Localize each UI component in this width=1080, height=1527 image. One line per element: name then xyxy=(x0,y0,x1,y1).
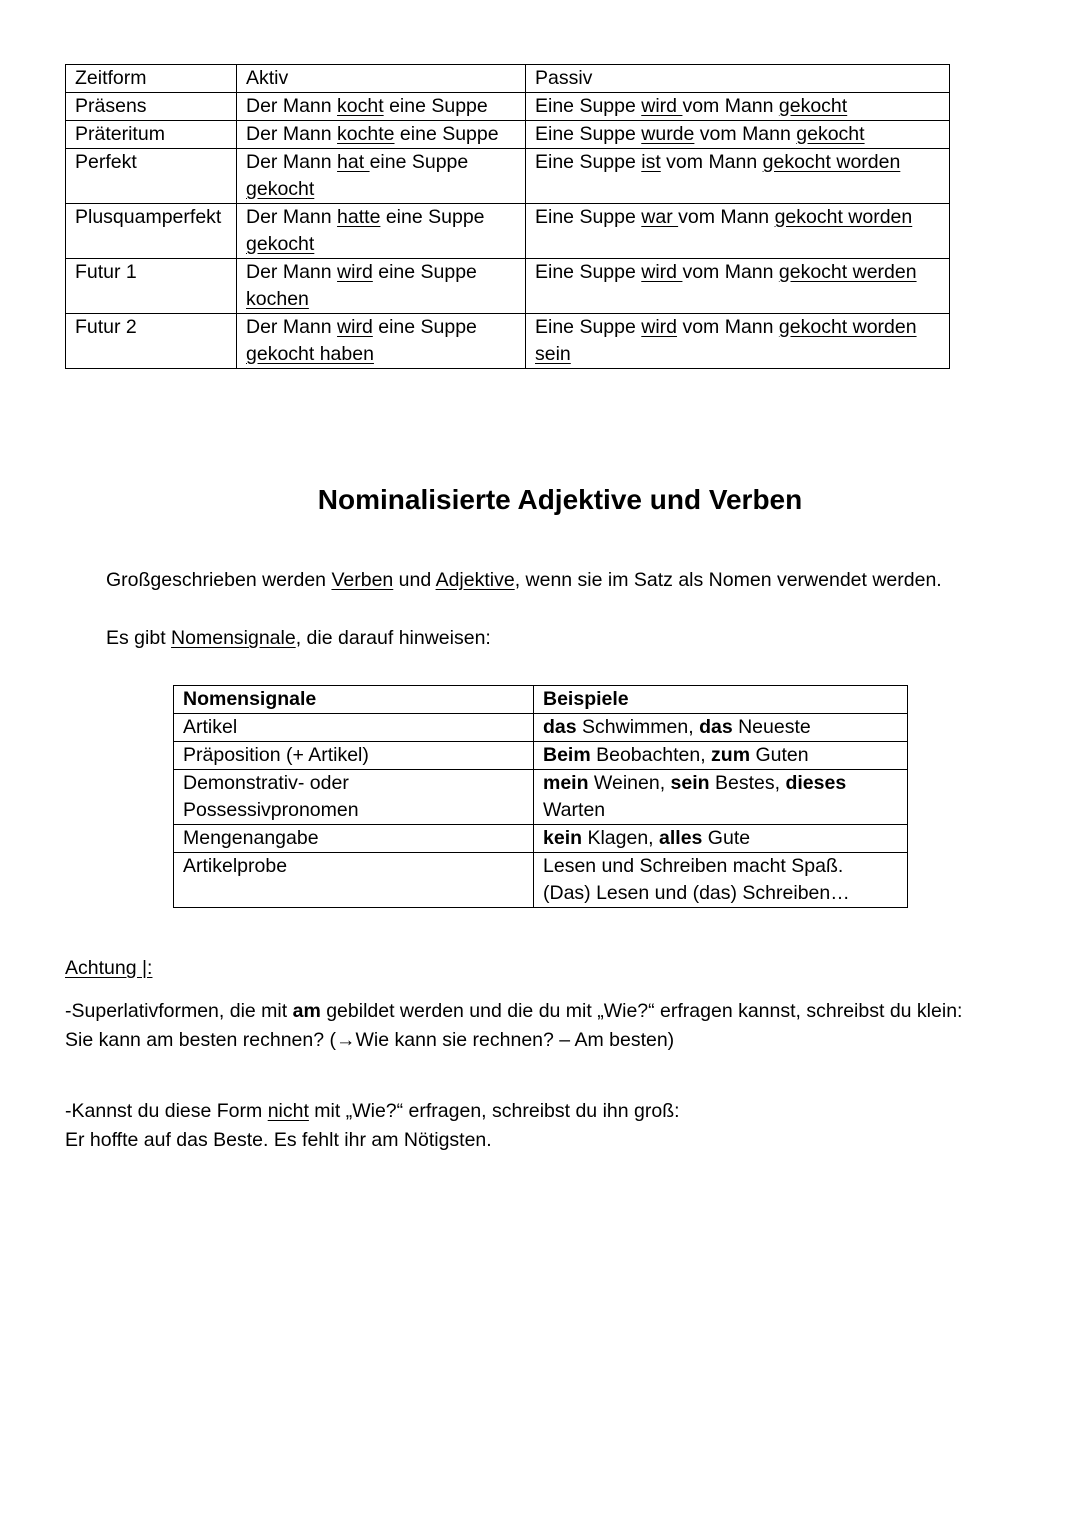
underlined-text: wird xyxy=(641,316,678,338)
note-gross: -Kannst du diese Form nicht mit „Wie?“ erfragen, schreibst du ihn groß: Er hoffte auf das Beste. Es fehlt ihr am Nötigsten. xyxy=(65,1100,680,1151)
tense-name: Perfekt xyxy=(66,149,237,204)
achtung-label: Achtung |: xyxy=(65,957,153,979)
underlined-text: gekocht xyxy=(796,123,865,145)
underlined-text: sein xyxy=(535,343,571,365)
tense-name: Plusquamperfekt xyxy=(66,204,237,259)
signal-example: Lesen und Schreiben macht Spaß. (Das) Lesen und (das) Schreiben… xyxy=(534,853,908,908)
header-beispiele: Beispiele xyxy=(534,686,908,714)
signal-name: Demonstrativ- oder Possessivpronomen xyxy=(174,770,534,825)
signal-row xyxy=(174,714,908,742)
aktiv-sentence: Der Mann wird eine Suppe gekocht haben xyxy=(237,314,526,369)
underlined-text: war xyxy=(641,206,679,228)
signal-intro-paragraph: Es gibt Nomensignale, die darauf hinweisen: xyxy=(106,627,491,649)
underlined-text: wird xyxy=(641,95,683,117)
underlined-text: gekocht xyxy=(246,178,315,200)
aktiv-sentence: Der Mann kocht eine Suppe xyxy=(237,93,526,121)
underlined-text: kochte xyxy=(337,123,395,145)
tense-row xyxy=(66,121,950,149)
section-title: Nominalisierte Adjektive und Verben xyxy=(317,484,803,515)
underlined-text: gekocht worden xyxy=(762,151,901,173)
aktiv-sentence: Der Mann kochte eine Suppe xyxy=(237,121,526,149)
passiv-sentence: Eine Suppe ist vom Mann gekocht worden xyxy=(526,149,950,204)
underlined-text: nicht xyxy=(267,1100,309,1122)
underlined-text: Nomensignale xyxy=(171,627,296,649)
aktiv-sentence: Der Mann hatte eine Suppe gekocht xyxy=(237,204,526,259)
tense-row xyxy=(66,93,950,121)
tense-table-header xyxy=(66,65,950,93)
signal-row xyxy=(174,825,908,853)
signal-example: kein Klagen, alles Gute xyxy=(534,825,908,853)
underlined-text: hat xyxy=(337,151,370,173)
tense-name: Futur 1 xyxy=(66,259,237,314)
underlined-text: gekocht worden xyxy=(778,316,917,338)
underlined-text: gekocht worden xyxy=(774,206,913,228)
underlined-text: wurde xyxy=(641,123,695,145)
bold-text: am xyxy=(292,1000,321,1022)
tense-table xyxy=(65,64,950,369)
bold-text: dieses xyxy=(785,772,847,794)
tense-name: Präteritum xyxy=(66,121,237,149)
underlined-text: hatte xyxy=(337,206,381,228)
signal-example: mein Weinen, sein Bestes, dieses Warten xyxy=(534,770,908,825)
signal-row xyxy=(174,853,908,908)
underlined-text: gekocht xyxy=(778,95,848,117)
header-zeitform: Zeitform xyxy=(66,65,237,93)
tense-name: Futur 2 xyxy=(66,314,237,369)
aktiv-sentence: Der Mann wird eine Suppe kochen xyxy=(237,259,526,314)
signal-row xyxy=(174,742,908,770)
bold-text: Beim xyxy=(543,744,591,766)
underlined-text: gekocht werden xyxy=(778,261,917,283)
signal-name: Mengenangabe xyxy=(174,825,534,853)
bold-text: das xyxy=(699,716,733,738)
note-superlativ: -Superlativformen, die mit am gebildet werden und die du mit „Wie?“ erfragen kannst, schreibst du klein: Sie kann am besten rechnen? (→Wie kann sie rechnen? – Am besten) xyxy=(65,1000,963,1051)
bold-text: kein xyxy=(543,827,583,849)
underlined-text: Verben xyxy=(331,569,394,591)
signal-name: Artikel xyxy=(174,714,534,742)
intro-paragraph: Großgeschrieben werden Verben und Adjektive, wenn sie im Satz als Nomen verwendet werden. xyxy=(106,569,942,591)
tense-name: Präsens xyxy=(66,93,237,121)
underlined-text: gekocht xyxy=(246,233,315,255)
signal-name: Artikelprobe xyxy=(174,853,534,908)
tense-row xyxy=(66,259,950,314)
signal-example: Beim Beobachten, zum Guten xyxy=(534,742,908,770)
signal-example: das Schwimmen, das Neueste xyxy=(534,714,908,742)
passiv-sentence: Eine Suppe wird vom Mann gekocht xyxy=(526,93,950,121)
tense-row xyxy=(66,314,950,369)
underlined-text: gekocht haben xyxy=(246,343,374,365)
signal-table-header xyxy=(174,686,908,714)
bold-text: alles xyxy=(659,827,703,849)
underlined-text: kocht xyxy=(337,95,384,117)
underlined-text: wird xyxy=(337,316,373,338)
header-aktiv: Aktiv xyxy=(237,65,526,93)
passiv-sentence: Eine Suppe wird vom Mann gekocht worden sein xyxy=(526,314,950,369)
bold-text: das xyxy=(543,716,577,738)
signal-name: Präposition (+ Artikel) xyxy=(174,742,534,770)
underlined-text: Adjektive xyxy=(435,569,515,591)
underlined-text: wird xyxy=(641,261,683,283)
tense-row xyxy=(66,149,950,204)
tense-row xyxy=(66,204,950,259)
signal-row xyxy=(174,770,908,825)
bold-text: sein xyxy=(670,772,710,794)
bold-text: mein xyxy=(543,772,589,794)
header-nomensignale: Nomensignale xyxy=(174,686,534,714)
bold-text: zum xyxy=(711,744,751,766)
underlined-text: ist xyxy=(641,151,661,173)
header-passiv: Passiv xyxy=(526,65,950,93)
passiv-sentence: Eine Suppe war vom Mann gekocht worden xyxy=(526,204,950,259)
underlined-text: wird xyxy=(337,261,373,283)
passiv-sentence: Eine Suppe wurde vom Mann gekocht xyxy=(526,121,950,149)
aktiv-sentence: Der Mann hat eine Suppe gekocht xyxy=(237,149,526,204)
passiv-sentence: Eine Suppe wird vom Mann gekocht werden xyxy=(526,259,950,314)
underlined-text: kochen xyxy=(246,288,309,310)
nomensignale-table xyxy=(173,685,908,908)
